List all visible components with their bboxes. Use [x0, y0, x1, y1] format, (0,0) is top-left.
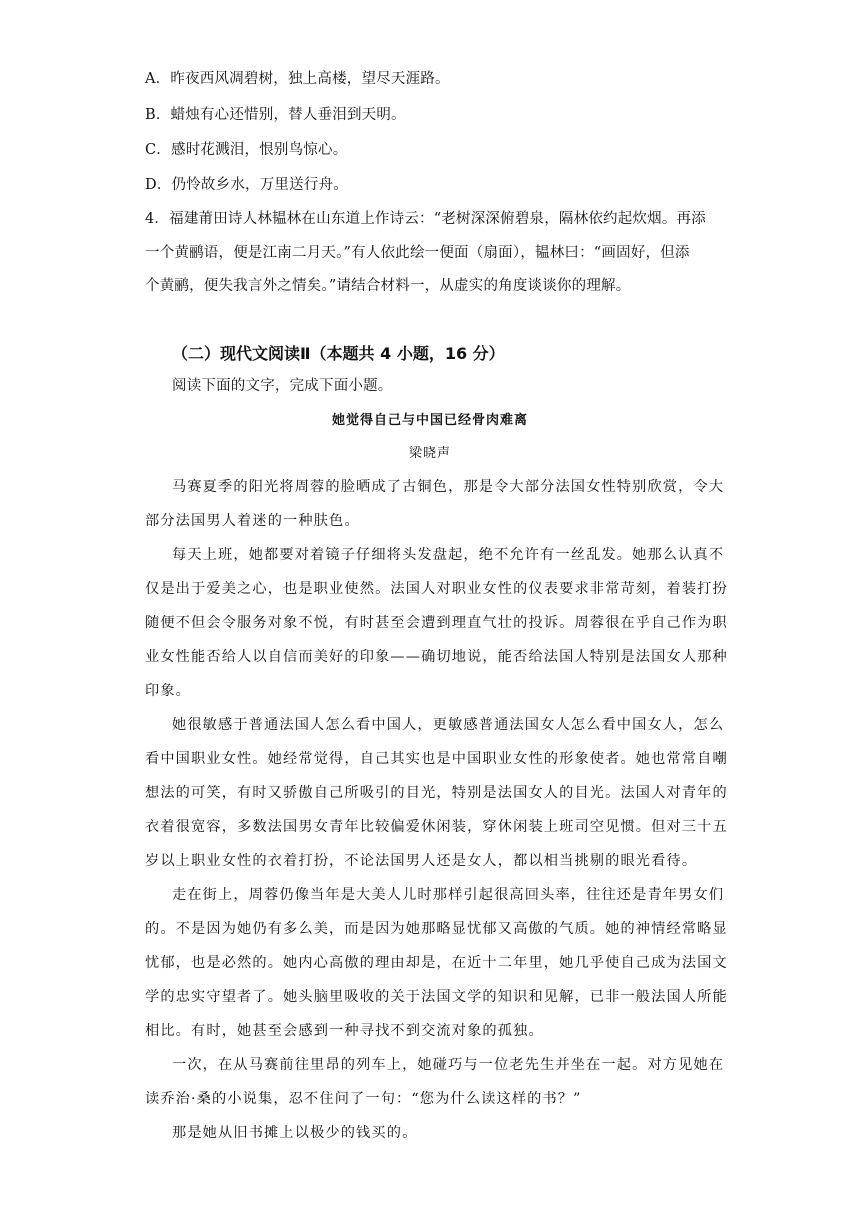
question-4-line-1: 4．福建莆田诗人林韫林在山东道上作诗云：“老树深深俯碧泉，隔林依约起炊烟。再添	[145, 211, 706, 227]
reading-instruction: 阅读下面的文字，完成下面小题。	[172, 378, 393, 394]
paragraph-line: 她很敏感于普通法国人怎么看中国人，更敏感普通法国女人怎么看中国女人，怎么	[172, 717, 725, 733]
paragraph-line: 看中国职业女性。她经常觉得，自己其实也是中国职业女性的形象使者。她也常常自嘲	[145, 751, 728, 767]
option-b: B．蜡烛有心还惜别，替人垂泪到天明。	[145, 107, 406, 123]
paragraph-line: 业女性能否给人以自信而美好的印象——确切地说，能否给法国人特别是法国女人那种	[145, 649, 728, 665]
paragraph-line: 衣着很宽容，多数法国男女青年比较偏爱休闲装，穿休闲装上班司空见惯。但对三十五	[145, 819, 728, 835]
paragraph-line: 仅是出于爱美之心，也是职业使然。法国人对职业女性的仪表要求非常苛刻，着装打扮	[145, 581, 728, 597]
paragraph-line: 相比。有时，她甚至会感到一种寻找不到交流对象的孤独。	[145, 1023, 544, 1039]
article-author: 梁晓声	[408, 446, 451, 461]
option-c: C．感时花溅泪，恨别鸟惊心。	[145, 142, 348, 158]
paragraph-line: 走在街上，周蓉仍像当年是大美人儿时那样引起很高回头率，往往还是青年男女们	[172, 887, 725, 903]
paragraph-line: 每天上班，她都要对着镜子仔细将头发盘起，绝不允许有一丝乱发。她那么认真不	[172, 547, 725, 563]
paragraph-line: 读乔治·桑的小说集，忍不住问了一句：“您为什么读这样的书？”	[145, 1091, 582, 1107]
paragraph-line: 的。不是因为她仍有多么美，而是因为她那略显忧郁又高傲的气质。她的神情经常略显	[145, 921, 728, 937]
paragraph-line: 马赛夏季的阳光将周蓉的脸晒成了古铜色，那是令大部分法国女性特别欣赏，令大	[172, 479, 725, 495]
paragraph-line: 忧郁，也是必然的。她内心高傲的理由却是，在近十二年里，她几乎使自己成为法国文	[145, 955, 728, 971]
question-4-line-3: 个黄鹂，便失我言外之情矣。”请结合材料一，从虚实的角度谈谈你的理解。	[145, 278, 631, 294]
option-d: D．仍怜故乡水，万里送行舟。	[145, 177, 348, 193]
section-title: （二）现代文阅读Ⅱ（本题共 4 小题，16 分）	[172, 344, 505, 363]
paragraph-line: 想法的可笑，有时又骄傲自己所吸引的目光，特别是法国女人的目光。法国人对青年的	[145, 785, 728, 801]
paragraph-line: 学的忠实守望者了。她头脑里吸收的关于法国文学的知识和见解，已非一般法国人所能	[145, 989, 728, 1005]
paragraph-line: 部分法国男人着迷的一种肤色。	[145, 513, 360, 529]
option-a: A．昨夜西风凋碧树，独上高楼，望尽天涯路。	[145, 71, 450, 87]
paragraph-line: 一次，在从马赛前往里昂的列车上，她碰巧与一位老先生并坐在一起。对方见她在	[172, 1057, 725, 1073]
paragraph-line: 岁以上职业女性的衣着打扮，不论法国男人还是女人，都以相当挑剔的眼光看待。	[145, 853, 698, 869]
paragraph-line: 那是她从旧书摊上以极少的钱买的。	[172, 1125, 418, 1141]
question-4-line-2: 一个黄鹂语，便是江南二月天。”有人依此绘一便面（扇面），韫林曰：“画固好，但添	[145, 245, 690, 261]
paragraph-line: 印象。	[145, 683, 192, 699]
article-title: 她觉得自己与中国已经骨肉难离	[331, 413, 528, 428]
paragraph-line: 随便不但会令服务对象不悦，有时甚至会遭到理直气壮的投诉。周蓉很在乎自己作为职	[145, 615, 728, 631]
